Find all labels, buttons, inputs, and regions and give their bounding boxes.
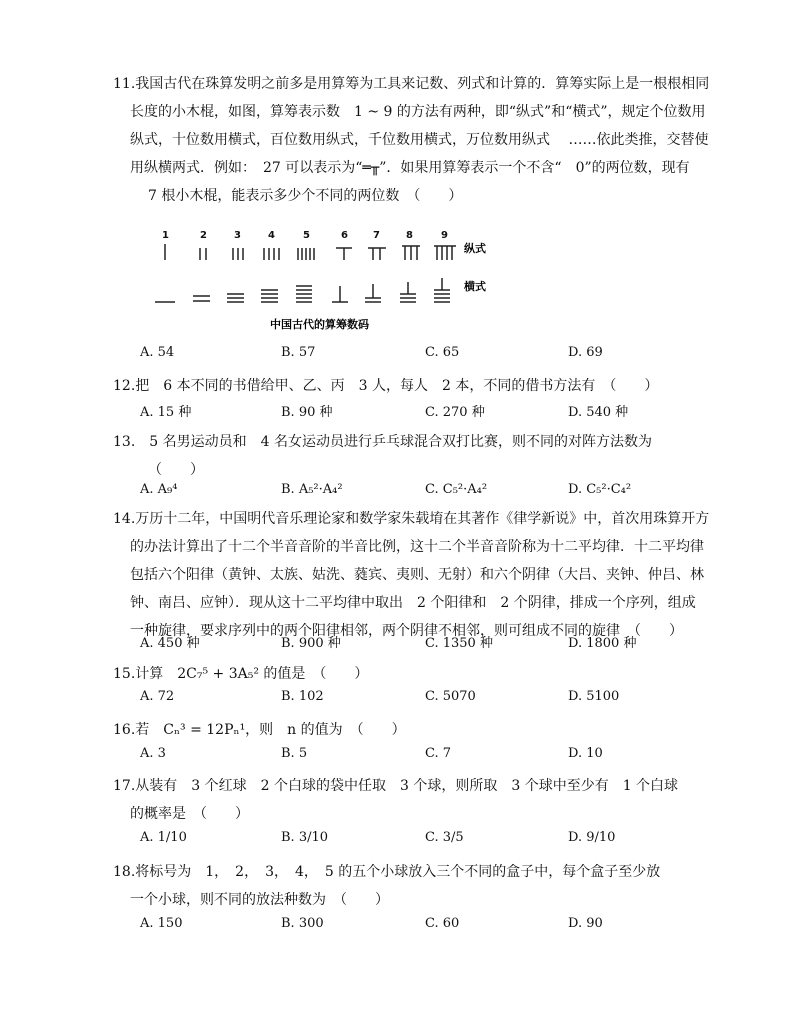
horizontal-style-label: 横式 [464, 280, 486, 293]
option-b[interactable]: B. A₅²·A₄² [281, 482, 343, 497]
digit-label-4: 4 [268, 230, 275, 241]
question-16 [113, 716, 713, 744]
question-12 [113, 372, 713, 400]
option-b[interactable]: B. 3/10 [281, 830, 329, 845]
question-text: 万历十二年，中国明代音乐理论家和数学家朱载堉在其著作《律学新说》中，首次用珠算开方 [135, 511, 710, 527]
digit-label-7: 7 [373, 230, 380, 241]
option-d[interactable]: D. 90 [568, 916, 603, 931]
question-11-options [140, 345, 700, 367]
option-c[interactable]: C. C₅²·A₄² [425, 482, 488, 497]
option-d[interactable]: D. 9/10 [568, 830, 616, 845]
question-text: 把 6 本不同的书借给甲、乙、丙 3 人，每人 2 本，不同的借书方法有 （ ） [135, 378, 659, 394]
question-number: 16. [113, 722, 136, 738]
counting-rods-figure [140, 222, 540, 342]
vertical-rods [165, 244, 456, 260]
option-d[interactable]: D. 540 种 [568, 405, 629, 420]
question-text: 7 根小木棍，能表示多少个不同的两位数 （ ） [148, 188, 463, 204]
option-b[interactable]: B. 57 [281, 345, 316, 360]
digit-label-5: 5 [303, 230, 310, 241]
option-b[interactable]: B. 300 [281, 916, 324, 931]
question-17 [113, 772, 713, 828]
digit-label-2: 2 [200, 230, 207, 241]
question-text: 从装有 3 个红球 2 个白球的袋中任取 3 个球，则所取 3 个球中至少有 1 个白球 [135, 778, 679, 794]
question-number: 17. [113, 778, 136, 794]
option-d[interactable]: D. 10 [568, 746, 603, 761]
option-d[interactable]: D. 5100 [568, 689, 620, 704]
question-text: 若 Cₙ³ = 12Pₙ¹，则 n 的值为 （ ） [135, 722, 406, 738]
option-a[interactable]: A. 15 种 [140, 405, 192, 420]
digit-label-8: 8 [406, 230, 413, 241]
question-number: 18. [113, 864, 136, 880]
horizontal-rods [155, 278, 450, 302]
question-text: 我国古代在珠算发明之前多是用算筹为工具来记数、列式和计算的．算筹实际上是一根根相同 [135, 76, 710, 92]
question-number: 12. [113, 378, 136, 394]
option-d[interactable]: D. 1800 种 [568, 636, 637, 651]
option-c[interactable]: C. 3/5 [425, 830, 464, 845]
question-18-options [140, 916, 700, 938]
question-text: （ ） [148, 462, 204, 478]
question-12-options [140, 401, 700, 423]
question-text: 用纵横两式．例如： 27 可以表示为“═╥”．如果用算筹表示一个不含“ 0”的两位数，现有 [130, 160, 690, 176]
question-14 [113, 505, 713, 645]
question-text: 包括六个阳律（黄钟、太族、姑洗、蕤宾、夷则、无射）和六个阴律（大吕、夹钟、仲吕、林 [130, 567, 704, 583]
counting-rods-diagram [140, 222, 540, 342]
vertical-style-label: 纵式 [464, 242, 486, 255]
option-c[interactable]: C. 65 [425, 345, 460, 360]
question-text: 一种旋律，要求序列中的两个阳律相邻，两个阴律不相邻，则可组成不同的旋律 （ ） [130, 623, 683, 639]
option-c[interactable]: C. 1350 种 [425, 636, 493, 651]
option-a[interactable]: A. 54 [140, 345, 175, 360]
question-number: 15. [113, 666, 136, 682]
question-18 [113, 858, 713, 914]
option-a[interactable]: A. 150 [140, 916, 183, 931]
question-text: 的办法计算出了十二个半音音阶的半音比例，这十二个半音音阶称为十二平均律．十二平均律 [130, 539, 704, 555]
question-text: 5 名男运动员和 4 名女运动员进行乒乓球混合双打比赛，则不同的对阵方法数为 [135, 434, 652, 450]
option-a[interactable]: A. 450 种 [140, 636, 200, 651]
digit-label-1: 1 [162, 230, 169, 241]
option-a[interactable]: A. 3 [140, 746, 166, 761]
question-number: 11. [113, 76, 136, 92]
option-d[interactable]: D. C₅²·C₄² [568, 482, 632, 497]
question-text: 纵式，十位数用横式，百位数用纵式，千位数用横式，万位数用纵式 ……依此类推，交替使 [130, 132, 709, 148]
option-b[interactable]: B. 5 [281, 746, 308, 761]
question-16-options [140, 746, 700, 768]
question-text: 钟、南吕、应钟）．现从这十二平均律中取出 2 个阳律和 2 个阴律，排成一个序列，组成 [130, 595, 696, 611]
question-13 [113, 428, 713, 484]
question-text: 的概率是 （ ） [130, 806, 249, 822]
option-c[interactable]: C. 270 种 [425, 405, 485, 420]
digit-label-6: 6 [341, 230, 348, 241]
option-a[interactable]: A. A₉⁴ [140, 482, 178, 497]
figure-caption: 中国古代的算筹数码 [270, 318, 369, 331]
question-text: 一个小球，则不同的放法种数为 （ ） [130, 892, 389, 908]
question-17-options [140, 830, 700, 852]
digit-label-9: 9 [441, 230, 448, 241]
question-15-options [140, 689, 700, 711]
option-c[interactable]: C. 60 [425, 916, 460, 931]
question-text: 长度的小木棍，如图，算筹表示数 1 ~ 9 的方法有两种，即“纵式”和“横式”，规定个位数用 [130, 104, 706, 120]
digit-label-3: 3 [234, 230, 241, 241]
question-number: 14. [113, 511, 136, 527]
question-14-options [140, 632, 700, 654]
option-b[interactable]: B. 900 种 [281, 636, 341, 651]
option-b[interactable]: B. 102 [281, 689, 324, 704]
option-c[interactable]: C. 5070 [425, 689, 476, 704]
option-c[interactable]: C. 7 [425, 746, 452, 761]
question-text: 计算 2C₇⁵ + 3A₅² 的值是 （ ） [135, 666, 369, 682]
question-15 [113, 660, 713, 688]
option-a[interactable]: A. 72 [140, 689, 175, 704]
option-d[interactable]: D. 69 [568, 345, 603, 360]
question-number: 13. [113, 434, 136, 450]
question-13-options [140, 482, 700, 504]
question-11 [113, 70, 713, 210]
option-b[interactable]: B. 90 种 [281, 405, 333, 420]
option-a[interactable]: A. 1/10 [140, 830, 187, 845]
question-text: 将标号为 1， 2， 3， 4， 5 的五个小球放入三个不同的盒子中，每个盒子至少放 [135, 864, 661, 880]
